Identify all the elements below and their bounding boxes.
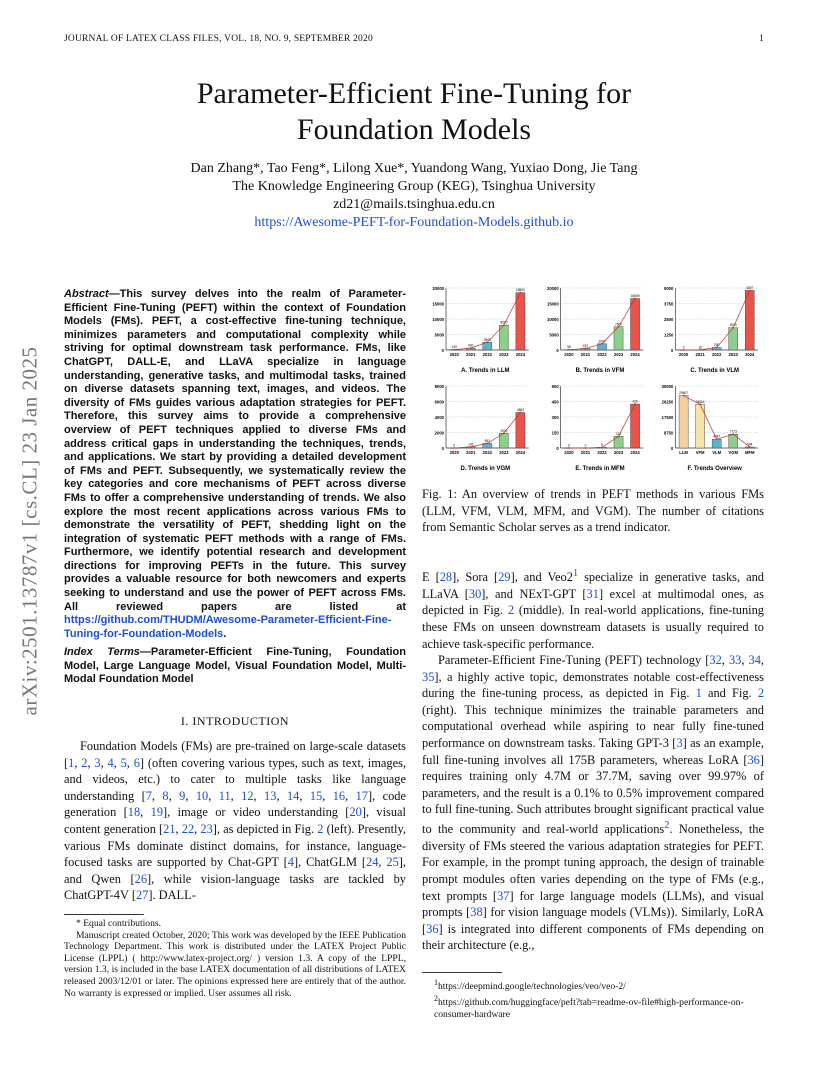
citation-link[interactable]: 3 (676, 736, 683, 751)
chart-panel-6 (662, 384, 758, 472)
data-label: 600 (468, 343, 474, 348)
equal-contribution-note: * Equal contributions. (76, 918, 161, 929)
y-tick-label: 3750 (664, 301, 674, 307)
trend-point (585, 447, 587, 449)
y-tick-label: 0 (441, 348, 444, 353)
data-label: 2000 (598, 339, 606, 344)
y-tick-label: 300 (551, 415, 559, 420)
trend-point (486, 341, 488, 343)
data-label: 1800 (729, 323, 737, 328)
trend-point (683, 395, 685, 397)
data-label: 113 (615, 431, 622, 436)
y-tick-label: 5000 (434, 332, 444, 338)
bar (679, 396, 688, 448)
trend-point (716, 347, 718, 349)
trend-point (732, 433, 734, 435)
citation-link[interactable]: 7 (145, 788, 152, 803)
citation-link[interactable]: 22 (181, 821, 195, 836)
footnotes-left (64, 914, 406, 999)
bar (712, 439, 721, 448)
x-tick-label: VFM (695, 450, 705, 455)
data-label: 24604 (695, 399, 705, 404)
citation-link[interactable]: 23 (200, 821, 213, 836)
y-tick-label: 17500 (661, 415, 674, 420)
data-label: 149 (451, 345, 457, 350)
citation-link[interactable]: 31 (586, 586, 599, 601)
citation-link[interactable]: 11 (218, 788, 231, 803)
abstract-end: . (223, 627, 227, 640)
footnote-marker[interactable]: 2 (664, 820, 670, 832)
trend-point (749, 289, 751, 291)
bar (631, 299, 640, 350)
y-tick-label: 1250 (664, 332, 674, 338)
trend-point (634, 298, 636, 300)
citation-link[interactable]: 37 (497, 888, 510, 903)
data-label: 16 (698, 345, 702, 350)
y-tick-label: 600 (551, 384, 559, 389)
email: zd21@mails.tsinghua.edu.cn (333, 197, 495, 212)
figure-caption: Fig. 1: An overview of trends in PEFT methods in various FMs (LLM, VFM, VLM, MFM, and VGM). The number of citations from Semantic Scholar serves as a trend indicator. (422, 487, 764, 535)
x-tick-label: VGM (728, 450, 738, 455)
y-tick-label: 8750 (664, 430, 674, 436)
y-tick-label: 35000 (661, 384, 674, 389)
data-label: 200 (714, 343, 720, 348)
data-label: 544 (747, 442, 753, 447)
y-tick-label: 0 (556, 446, 559, 451)
citation-link[interactable]: 33 (728, 653, 742, 668)
intro-paragraph: Foundation Models (FMs) are pre-trained on large-scale datasets [1, 2, 3, 4, 5, 6] (often covering various types, such as text, images, and videos, etc.) to cater to multiple tasks like language understanding [7, 8, 9, 10, 11, 12, 13, 14, 15, 16, 17], code generation [18, 19], image or video understanding [20], visual content generation [21, 22, 23], as depicted in Fig. 2 (left). Presently, various FMs dominate distinct domains, for instance, language-focused tasks are supported by Chat-GPT [4], ChatGLM [24, 25], and Qwen [26], while vision-language tasks are tackled by ChatGPT-4V [27]. DALL- (64, 739, 407, 903)
x-tick-label: 2023 (499, 450, 509, 455)
trend-point (486, 443, 488, 445)
trend-point (520, 292, 522, 294)
data-label: 4987 (713, 434, 721, 439)
x-tick-label: 2021 (466, 352, 476, 357)
data-label: 593 (484, 438, 490, 443)
abstract-text: —This survey delves into the realm of Parameter-Efficient Fine-Tuning (PEFT) within the context of Foundation Models (FMs). PEFT, a cost-effective fine-tuning technique, minimizes parameters and computational complexity while striving for optimal downstream task performance. FMs, like ChatGPT, DALL-E, and LLaVA specialize in language understanding, generative tasks, and multimodal tasks, trained on diverse datasets spanning text, images, and videos. The diversity of FMs guides various adaptation strategies for PEFT. Therefore, this survey aims to provide a comprehensive overview of PEFT techniques applied to diverse FMs and address critical gaps in understanding the techniques, trends, and applications. We start by providing a detailed development of FMs and PEFT. Subsequently, we systematically review the key categories and core mechanisms of PEFT across diverse FMs to offer a comprehensive understanding of trends. We also explore the most recent applications across various FMs to demonstrate the versatility of PEFT, shedding light on the integration of systematic PEFT methods with a range of FMs. Furthermore, we identify potential research and development directions for improving PEFTs in the future. This survey provides a valuable resource for both newcomers and experts seeking to understand and use the power of PEFT across FMs. All reviewed papers are listed at (64, 288, 406, 613)
y-tick-label: 2500 (664, 317, 674, 322)
y-tick-label: 20000 (432, 286, 444, 291)
y-tick-label: 0 (670, 348, 674, 353)
citation-link[interactable]: 24 (366, 855, 379, 870)
citation-link[interactable]: 13 (264, 788, 277, 803)
trend-point (568, 349, 570, 351)
x-tick-label: 2022 (482, 352, 492, 357)
chart-panel-4 (435, 384, 529, 472)
citation-link[interactable]: 25 (386, 855, 399, 870)
footnotes-right (422, 972, 764, 1020)
citation-link[interactable]: 30 (468, 586, 482, 601)
footnote-marker[interactable]: 1 (572, 568, 579, 579)
data-label: 4807 (746, 285, 754, 290)
trend-point (470, 347, 472, 349)
citation-link[interactable]: 9 (179, 788, 186, 803)
data-label: 0 (584, 443, 587, 448)
y-tick-label: 0 (556, 348, 559, 353)
project-website-link[interactable]: https://Awesome-PEFT-for-Foundation-Models.github.io (254, 215, 574, 230)
citation-link[interactable]: 38 (470, 905, 483, 920)
data-label: 98 (567, 345, 571, 350)
citation-link[interactable]: 27 (135, 888, 149, 903)
x-tick-label: 2023 (613, 450, 624, 455)
citation-link[interactable]: 4 (107, 755, 114, 770)
author-names: Dan Zhang*, Tao Feng*, Lilong Xue*, Yuandong Wang, Yuxiao Dong, Jie Tang (190, 161, 638, 176)
data-label: 0 (682, 345, 685, 350)
trend-point (568, 447, 570, 449)
citation-link[interactable]: 6 (133, 755, 140, 770)
y-tick-label: 0 (441, 446, 444, 451)
trend-point (618, 435, 620, 437)
trend-point (601, 343, 603, 345)
citation-link[interactable]: 4 (287, 855, 294, 870)
title-line-1: Parameter-Efficient Fine-Tuning for (196, 77, 632, 110)
y-tick-label: 10000 (547, 317, 559, 322)
citation-link[interactable]: 36 (426, 921, 439, 936)
abstract (64, 288, 406, 641)
x-tick-label: 2021 (466, 450, 476, 455)
abstract-label: Abstract (64, 288, 109, 300)
chart-panel-5 (552, 384, 644, 472)
x-tick-label: 2024 (515, 450, 526, 455)
index-terms-text: —Parameter-Efficient Fine-Tuning, Foundation Model, Large Language Model, Visual Foundation Model, Multi-Modal Foundation Model (64, 646, 406, 686)
title-line-2: Foundation Models (296, 113, 532, 146)
citation-link[interactable]: 10 (195, 788, 209, 803)
footnote-number: 1 (434, 978, 438, 987)
y-tick-label: 5000 (664, 286, 674, 291)
x-tick-label: 2020 (678, 352, 689, 357)
trend-point (520, 412, 522, 414)
footnote-1 (422, 977, 764, 993)
x-tick-label: 2020 (449, 352, 459, 357)
x-tick-label: 2021 (695, 352, 705, 357)
trend-point (601, 446, 603, 448)
y-tick-label: 2000 (434, 430, 444, 436)
figure-ref-link[interactable]: 2 (507, 603, 515, 618)
x-tick-label: 2023 (499, 352, 509, 357)
trend-point (683, 349, 685, 351)
citation-link[interactable]: 15 (309, 788, 323, 803)
author-block (64, 160, 764, 232)
y-tick-label: 8000 (434, 384, 444, 389)
x-tick-label: 2024 (515, 352, 526, 357)
chart-title: D. Trends in VGM (460, 466, 511, 472)
y-tick-label: 15000 (432, 301, 444, 307)
chart-panel-3 (664, 286, 758, 374)
y-tick-label: 20000 (547, 286, 559, 291)
citation-link[interactable]: 35 (422, 669, 435, 684)
data-label: 6 (601, 442, 603, 447)
x-tick-label: 2022 (482, 450, 492, 455)
citation-link[interactable]: 18 (127, 805, 141, 820)
affiliation: The Knowledge Engineering Group (KEG), Tsinghua University (232, 179, 596, 194)
trend-point (585, 348, 587, 350)
citation-link[interactable]: 8 (162, 788, 169, 803)
citation-link[interactable]: 1 (68, 755, 75, 770)
trend-point (503, 432, 505, 434)
figure-ref-link[interactable]: 1 (695, 686, 702, 701)
x-tick-label: LLM (679, 450, 688, 455)
footnote-rule (64, 914, 144, 915)
citation-link[interactable]: 29 (498, 570, 511, 585)
citation-link[interactable]: 17 (355, 788, 368, 803)
arxiv-id: arXiv:2501.13787v1 [cs.CL] 23 Jan 2025 (17, 346, 42, 716)
figure-ref-link[interactable]: 2 (317, 821, 324, 836)
chart-title: A. Trends in LLM (461, 368, 510, 374)
data-label: 497 (582, 343, 589, 348)
citation-link[interactable]: 21 (163, 821, 176, 836)
trend-point (716, 438, 718, 440)
citation-link[interactable]: 28 (439, 570, 453, 585)
citation-link[interactable]: 36 (747, 752, 760, 767)
trend-point (732, 327, 734, 329)
y-tick-label: 0 (670, 446, 674, 451)
chart-panel-2 (547, 286, 643, 374)
footnote-number: 2 (434, 993, 438, 1003)
trend-point (453, 349, 455, 351)
citation-link[interactable]: 16 (332, 788, 346, 803)
section-heading: I. INTRODUCTION (180, 714, 290, 728)
x-tick-label: 2024 (745, 352, 755, 357)
x-tick-label: 2021 (580, 450, 591, 455)
y-tick-label: 5000 (549, 332, 559, 338)
y-tick-label: 4000 (434, 415, 444, 420)
data-label: 29607 (679, 391, 689, 396)
x-tick-label: 2022 (597, 450, 607, 455)
trend-point (618, 326, 620, 328)
data-label: 425 (632, 399, 638, 404)
data-label: 8000 (500, 320, 508, 325)
page-number: 1 (759, 34, 764, 44)
citation-link[interactable]: 34 (748, 653, 761, 668)
x-tick-label: 2020 (564, 450, 574, 455)
y-tick-label: 10000 (432, 317, 444, 322)
data-label: 0 (568, 443, 570, 448)
chart-title: E. Trends in MFM (575, 466, 625, 472)
citation-link[interactable]: 3 (94, 755, 101, 770)
data-label: 7500 (614, 322, 623, 327)
trend-line (684, 290, 750, 350)
y-tick-label: 15000 (547, 301, 559, 307)
x-tick-label: MFM (744, 450, 755, 455)
x-tick-label: 2024 (630, 352, 640, 357)
data-label: 16599 (630, 294, 640, 299)
data-label: 2500 (483, 337, 491, 342)
y-tick-label: 26250 (661, 399, 674, 405)
citation-link[interactable]: 14 (286, 788, 300, 803)
paper-title (64, 76, 764, 148)
footnote-url[interactable]: https://deepmind.google/technologies/veo/veo-2/ (438, 981, 626, 993)
x-tick-label: 2022 (597, 352, 607, 357)
footnote-url[interactable]: https://github.com/huggingface/peft?tab=readme-ov-file#high-performance-on-consumer-hardware (434, 996, 744, 1020)
data-label: 0 (453, 443, 456, 448)
citation-link[interactable]: 26 (134, 871, 148, 886)
citation-link[interactable]: 12 (241, 788, 254, 803)
trends-figure (420, 284, 764, 480)
paragraph-continued: E [28], Sora [29], and Veo2$^1$ specialize in generative tasks, and LLaVA [30], and NExT-GPT [31] excel at multimodal ones, as depicted in Fig. 2 (middle). In real-world applications, fine-tuning these FMs on unseen downstream datasets is usually required to achieve task-specific performance. (422, 568, 765, 651)
figure-ref-link[interactable]: 2 (757, 686, 765, 701)
citation-link[interactable]: 2 (81, 755, 88, 770)
citation-link[interactable]: 5 (120, 755, 127, 770)
x-tick-label: 2022 (712, 352, 722, 357)
bar (516, 293, 525, 350)
x-tick-label: 2020 (564, 352, 574, 357)
data-label: 143 (468, 442, 474, 447)
bar (745, 290, 754, 350)
x-tick-label: 2024 (630, 450, 640, 455)
arxiv-sidebar (10, 296, 50, 766)
data-label: 7773 (729, 429, 737, 434)
x-tick-label: 2023 (613, 352, 624, 357)
y-tick-label: 150 (551, 430, 559, 436)
repo-link[interactable]: https://github.com/THUDM/Awesome-Parameter-Efficient-Fine-Tuning-for-Foundation-Models (64, 614, 392, 640)
citation-link[interactable]: 32 (709, 653, 722, 668)
chart-title: B. Trends in VFM (575, 368, 625, 374)
trend-point (470, 446, 472, 448)
bar (516, 412, 525, 448)
trend-point (699, 349, 701, 351)
citation-link[interactable]: 20 (349, 805, 362, 820)
chart-title: C. Trends in VLM (690, 368, 740, 374)
x-tick-label: VLM (712, 450, 722, 455)
data-label: 1900 (500, 428, 508, 433)
peft-paragraph: Parameter-Efficient Fine-Tuning (PEFT) technology [32, 33, 34, 35], a highly active topic, demonstrates notable cost-effectiveness during the fine-tuning process, as depicted in Fig. 1 and Fig. 2 (right). This technique minimizes the trainable parameters and computational overhead while aspiring to near fully fine-tuned performance on downstream tasks. Taking GPT-3 [3] as an example, full fine-tuning involves all 175B parameters, whereas LoRA [36] requires training only 4.7M or 37.7M, saving over 99.97% of parameters, and the result is a 0.1% to 0.5% improvement compared to full fine-tuning. Such attributes brought significant practical value to the community and real-world applications$^2$. Nonetheless, the diversity of FMs steered the various adaptation strategies for PEFT. For example, in the prompt tuning approach, the design of trainable prompt modules often varies depending on the type of FMs (e.g., text prompts [37] for large language models (LLMs), and visual prompts [38] for vision language models (VLMs)). Similarly, LoRA [36] is integrated into different components of FMs depending on their architecture (e.g., (422, 653, 765, 953)
data-label: 18500 (515, 288, 525, 293)
footnote-2 (422, 993, 764, 1020)
trend-point (453, 447, 455, 449)
y-tick-label: 6000 (434, 399, 444, 405)
x-tick-label: 2020 (449, 450, 459, 455)
citation-link[interactable]: 19 (150, 805, 164, 820)
trend-point (503, 324, 505, 326)
data-label: 4583 (516, 407, 524, 412)
trend-point (634, 403, 636, 405)
running-header (64, 34, 764, 44)
index-terms (64, 646, 406, 687)
footnote-rule (422, 972, 502, 973)
index-terms-label: Index Terms (64, 646, 140, 658)
trend-line (569, 404, 635, 448)
journal-name: JOURNAL OF LATEX CLASS FILES, VOL. 18, NO. 9, SEPTEMBER 2020 (64, 34, 373, 44)
trend-point (749, 446, 751, 448)
trend-point (699, 404, 701, 406)
x-tick-label: 2021 (580, 352, 591, 357)
right-column-body (422, 566, 764, 954)
x-tick-label: 2023 (728, 352, 738, 357)
chart-title: F. Trends Overview (687, 466, 742, 472)
y-tick-label: 450 (551, 399, 559, 405)
manuscript-note: Manuscript created October, 2020; This work was developed by the IEEE Publication Technology Department. This work is distributed under the LATEX Project Public License (LPPL) ( http://www.latex-project.org/ ) version 1.3. A copy of the LPPL, version 1.3, is included in the base LATEX documentation of all distributions of LATEX released 2003/12/01 or later. The opinions expressed here are entirely that of the author. No warranty is expressed or implied. User assumes all risk. (64, 929, 406, 999)
chart-panel-1 (432, 286, 528, 374)
